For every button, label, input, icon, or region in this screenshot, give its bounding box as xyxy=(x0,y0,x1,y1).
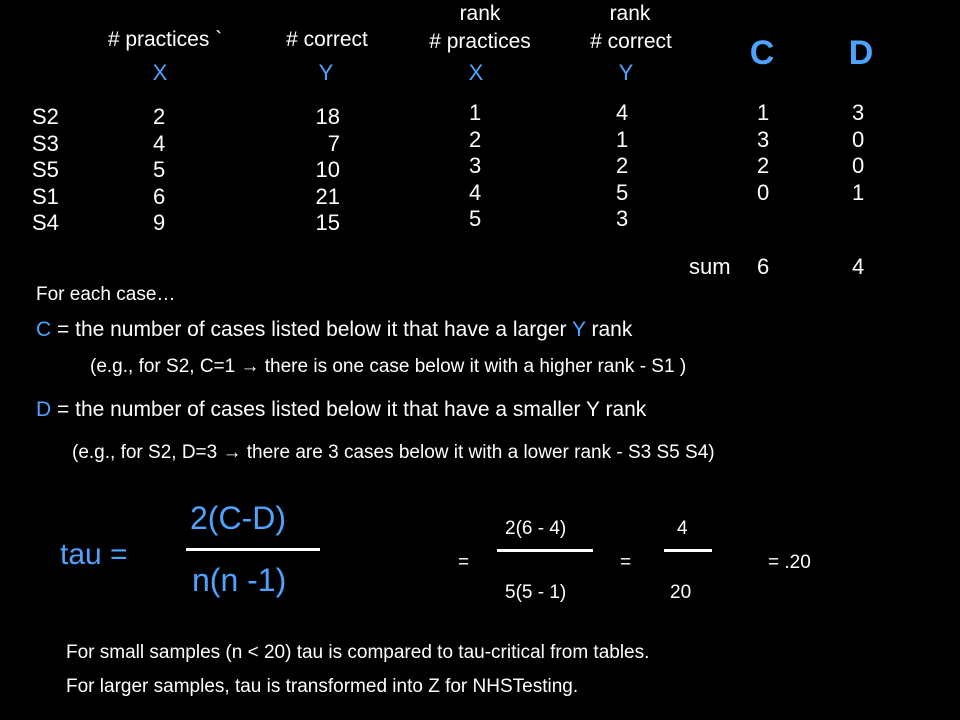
explain-intro: For each case… xyxy=(36,284,176,305)
header-rank-practices-line2: # practices xyxy=(429,30,531,53)
explain-d-text: = the number of cases listed below it that have a smaller Y rank xyxy=(51,398,647,421)
column-cases xyxy=(32,104,59,237)
explain-d-example: (e.g., for S2, D=3 → there are 3 cases below it with a lower rank - S3 S5 S4) xyxy=(72,442,715,463)
explain-c-letter: C xyxy=(36,318,52,341)
formula-step2-numerator: 4 xyxy=(677,518,688,539)
rank-practices-value: 5 xyxy=(469,206,482,231)
column-practices xyxy=(153,104,165,237)
formula-step-denominator: 5(5 - 1) xyxy=(505,582,567,603)
explain-c-end: rank xyxy=(585,318,633,341)
formula-step2-denominator: 20 xyxy=(670,582,692,603)
rank-practices-value: 4 xyxy=(469,179,482,205)
explain-c-text: = the number of cases listed below it that have a larger xyxy=(51,318,572,341)
formula-result: = .20 xyxy=(768,552,811,573)
d-value: 0 xyxy=(852,126,865,152)
d-value: 3 xyxy=(852,100,865,125)
d-value: 0 xyxy=(852,153,865,178)
correct-value: 15 xyxy=(315,210,340,235)
practices-value: 2 xyxy=(153,104,166,129)
correct-value: 7 xyxy=(327,130,340,156)
column-rank-practices xyxy=(469,100,481,233)
header-rank-correct-y: Y xyxy=(618,60,634,85)
note-large-samples: For larger samples, tau is transformed into Z for NHSTesting. xyxy=(66,676,579,697)
sum-c: 6 xyxy=(757,254,770,279)
formula-equals-2: = xyxy=(620,552,632,573)
column-c xyxy=(757,100,769,206)
formula-step-bar xyxy=(497,549,593,552)
sum-label: sum xyxy=(689,254,731,279)
c-value: 2 xyxy=(757,153,770,178)
header-correct: # correct xyxy=(286,28,368,51)
correct-value: 18 xyxy=(315,104,340,129)
header-c: C xyxy=(749,34,775,72)
formula-numerator: 2(C-D) xyxy=(190,500,286,536)
c-value: 3 xyxy=(757,126,770,152)
explain-d xyxy=(36,398,646,422)
column-correct xyxy=(300,104,340,237)
rank-correct-value: 3 xyxy=(616,206,629,231)
case-label: S2 xyxy=(32,104,59,129)
header-practices-x: X xyxy=(152,60,168,85)
case-label: S4 xyxy=(32,210,59,235)
explain-c-example: (e.g., for S2, C=1 → there is one case below it with a higher rank - S1 ) xyxy=(90,356,687,377)
sum-d: 4 xyxy=(852,254,865,279)
rank-correct-value: 1 xyxy=(616,126,629,152)
header-correct-y: Y xyxy=(318,60,334,85)
practices-value: 4 xyxy=(153,130,166,156)
d-value: 1 xyxy=(852,179,865,205)
rank-practices-value: 1 xyxy=(469,100,482,125)
header-rank-correct-line1: rank xyxy=(609,2,651,25)
formula-step-numerator: 2(6 - 4) xyxy=(505,518,567,539)
column-rank-correct xyxy=(616,100,628,233)
practices-value: 9 xyxy=(153,210,166,235)
header-d: D xyxy=(848,34,874,72)
rank-correct-value: 2 xyxy=(616,153,629,178)
practices-value: 6 xyxy=(153,183,166,209)
rank-correct-value: 4 xyxy=(616,100,629,125)
explain-c xyxy=(36,318,632,342)
formula-lhs: tau = xyxy=(60,538,128,571)
c-value: 0 xyxy=(757,179,770,205)
case-label: S1 xyxy=(32,183,59,209)
correct-value: 10 xyxy=(315,157,340,182)
case-label: S5 xyxy=(32,157,59,182)
rank-practices-value: 2 xyxy=(469,126,482,152)
header-rank-practices-x: X xyxy=(468,60,484,85)
formula-step2-bar xyxy=(664,549,712,552)
note-small-samples: For small samples (n < 20) tau is compared to tau-critical from tables. xyxy=(66,642,650,663)
c-value: 1 xyxy=(757,100,770,125)
rank-correct-value: 5 xyxy=(616,179,629,205)
practices-value: 5 xyxy=(153,157,166,182)
rank-practices-value: 3 xyxy=(469,153,482,178)
case-label: S3 xyxy=(32,130,59,156)
formula-fraction-bar xyxy=(186,548,320,551)
header-practices: # practices ` xyxy=(107,28,223,51)
formula-equals-1: = xyxy=(458,552,470,573)
formula-denominator: n(n -1) xyxy=(192,562,287,598)
explain-d-letter: D xyxy=(36,398,52,421)
correct-value: 21 xyxy=(315,183,340,209)
column-d xyxy=(852,100,864,206)
header-rank-practices-line1: rank xyxy=(459,2,501,25)
header-rank-correct-line2: # correct xyxy=(590,30,672,53)
explain-c-y: Y xyxy=(572,318,586,341)
